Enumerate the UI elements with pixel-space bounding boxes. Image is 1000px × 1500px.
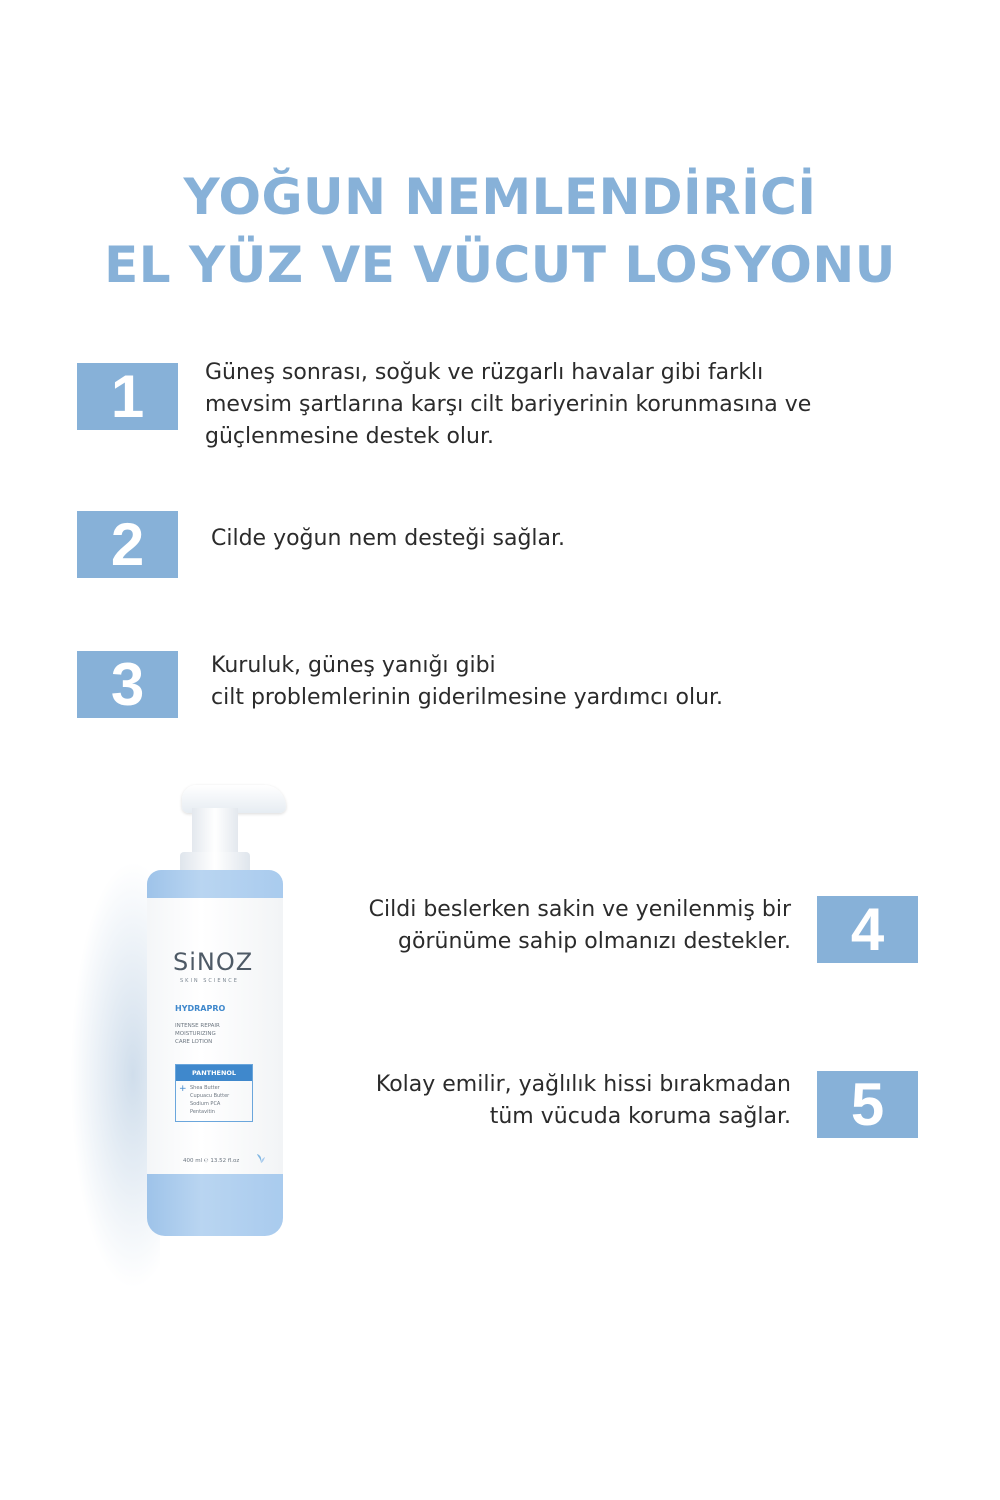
brand-subtitle: SKIN SCIENCE [180, 978, 239, 984]
product-line-name: HYDRAPRO [175, 1004, 226, 1013]
benefit-3-line-1: Kuruluk, güneş yanığı gibi [211, 653, 496, 678]
benefit-number-5: 5 [817, 1071, 918, 1138]
product-description [175, 1022, 220, 1046]
description-line: MOISTURIZING [175, 1031, 216, 1037]
volume-text: 400 ml ℮ 13.52 fl.oz [183, 1158, 240, 1164]
benefit-4-line-2: görünüme sahip olmanızı destekler. [398, 929, 791, 954]
plus-icon: + [179, 1084, 187, 1094]
ingredient-box [175, 1064, 253, 1122]
benefit-3-line-2: cilt problemlerinin giderilmesine yardımcı olur. [211, 685, 724, 710]
ingredient-list [190, 1084, 229, 1116]
benefit-1-line-2: mevsim şartlarına karşı cilt bariyerinin korunmasına ve [205, 392, 812, 417]
ingredient-item: Sodium PCA [190, 1101, 221, 1107]
bottle-label [147, 898, 283, 1174]
benefit-number-3: 3 [77, 651, 178, 718]
title-line-1: YOĞUN NEMLENDİRİCİ [183, 168, 817, 226]
benefit-number-1: 1 [77, 363, 178, 430]
title-line-2: EL YÜZ VE VÜCUT LOSYONU [104, 236, 896, 294]
pump-stem [192, 808, 238, 856]
ingredient-item: Shea Butter [190, 1085, 220, 1091]
ingredient-header: PANTHENOL [176, 1065, 252, 1081]
brand-logo: SiNOZ [173, 948, 254, 976]
benefit-text-4 [369, 894, 791, 958]
benefit-5-line-1: Kolay emilir, yağlılık hissi bırakmadan [375, 1072, 791, 1097]
ingredient-item: Pentavitin [190, 1109, 215, 1115]
benefit-text-3 [211, 650, 723, 714]
benefit-1-line-3: güçlenmesine destek olur. [205, 424, 494, 449]
benefit-1-line-1: Güneş sonrası, soğuk ve rüzgarlı havalar gibi farklı [205, 360, 764, 385]
description-line: CARE LOTION [175, 1039, 213, 1045]
benefit-4-line-1: Cildi beslerken sakin ve yenilenmiş bir [368, 897, 791, 922]
benefit-text-1 [205, 357, 811, 453]
description-line: INTENSE REPAIR [175, 1023, 220, 1029]
leaf-icon [255, 1152, 267, 1164]
benefit-text-2 [211, 523, 565, 555]
benefit-text-5 [376, 1069, 791, 1133]
benefit-number-2: 2 [77, 511, 178, 578]
benefit-5-line-2: tüm vücuda koruma sağlar. [489, 1104, 791, 1129]
benefit-2-line-1: Cilde yoğun nem desteği sağlar. [211, 526, 566, 551]
ingredient-item: Cupuacu Butter [190, 1093, 230, 1099]
product-bottle [100, 770, 320, 1270]
benefit-number-4: 4 [817, 896, 918, 963]
